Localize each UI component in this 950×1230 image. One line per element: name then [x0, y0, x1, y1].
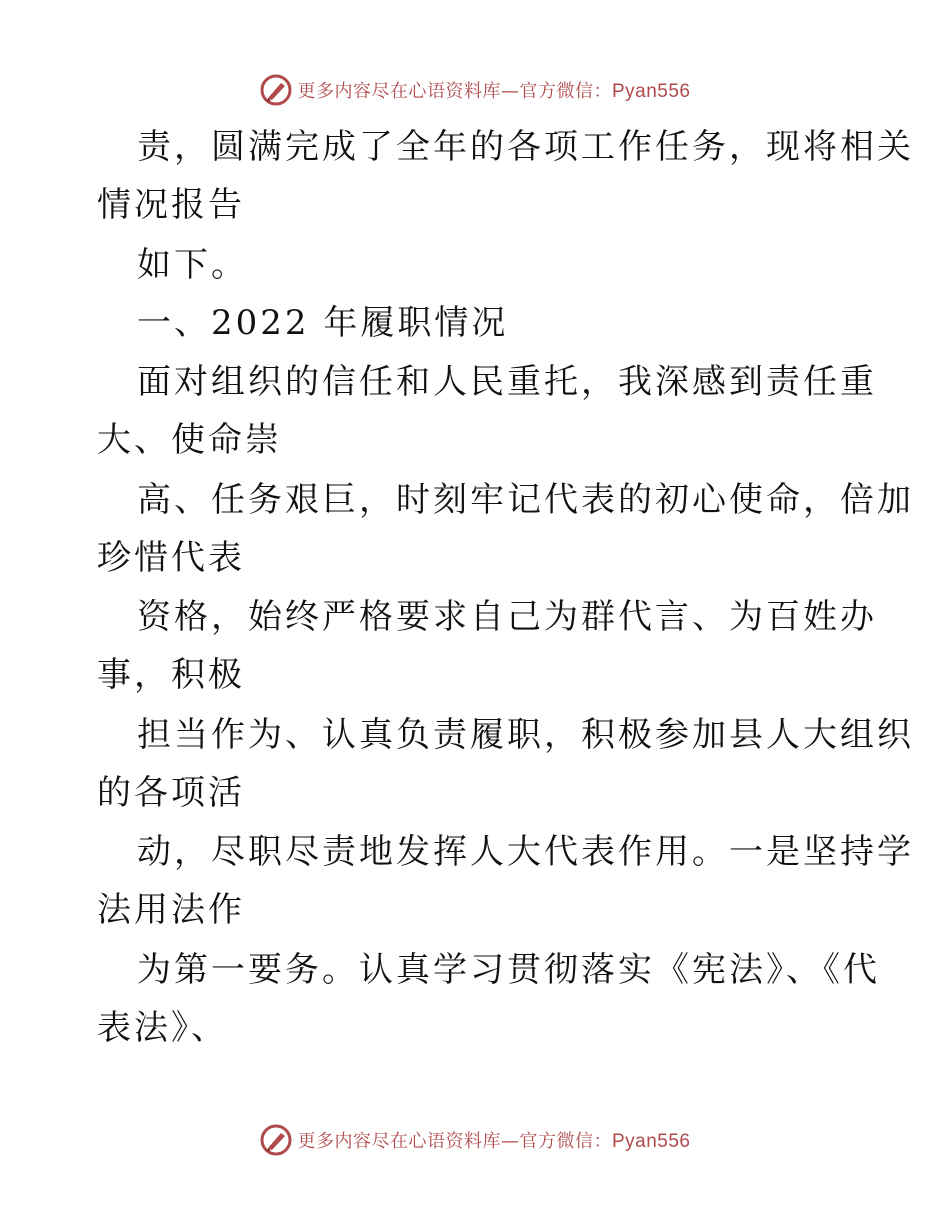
- body-line: 事，积极: [97, 655, 245, 695]
- body-line: 担当作为、认真负责履职，积极参加县人大组织: [137, 715, 914, 755]
- footer-brand-text: 更多内容尽在心语资料库: [297, 1131, 501, 1152]
- body-line: 大、使命崇: [97, 420, 282, 460]
- body-line: 法用法作: [97, 890, 245, 930]
- body-line: 如下。: [137, 245, 248, 285]
- footer-contact-id: Pyan556: [611, 1131, 691, 1152]
- body-line: 的各项活: [97, 773, 245, 813]
- body-line: 高、任务艰巨，时刻牢记代表的初心使命，倍加: [137, 480, 914, 520]
- body-line: 为第一要务。认真学习贯彻落实《宪法》、《代: [137, 950, 880, 990]
- pen-logo-icon: [259, 1123, 293, 1157]
- footer-contact-label: 官方微信：: [519, 1131, 612, 1152]
- header-contact-id: Pyan556: [611, 81, 691, 102]
- body-line: 资格，始终严格要求自己为群代言、为百姓办: [137, 597, 877, 637]
- body-line: 珍惜代表: [97, 538, 245, 578]
- body-line: 一、2022 年履职情况: [137, 303, 509, 343]
- footer-separator: —: [500, 1131, 520, 1152]
- body-line: 面对组织的信任和人民重托，我深感到责任重: [137, 362, 877, 402]
- body-line: 动，尽职尽责地发挥人大代表作用。一是坚持学: [137, 832, 914, 872]
- footer-banner: [0, 1120, 950, 1160]
- body-line: 责，圆满完成了全年的各项工作任务，现将相关: [137, 127, 914, 167]
- body-line: 表法》、: [97, 1008, 228, 1048]
- header-banner: [0, 70, 950, 110]
- header-brand-text: 更多内容尽在心语资料库: [297, 81, 501, 102]
- header-separator: —: [500, 81, 520, 102]
- body-line: 情况报告: [97, 185, 245, 225]
- pen-logo-icon: [259, 73, 293, 107]
- header-contact-label: 官方微信：: [519, 81, 612, 102]
